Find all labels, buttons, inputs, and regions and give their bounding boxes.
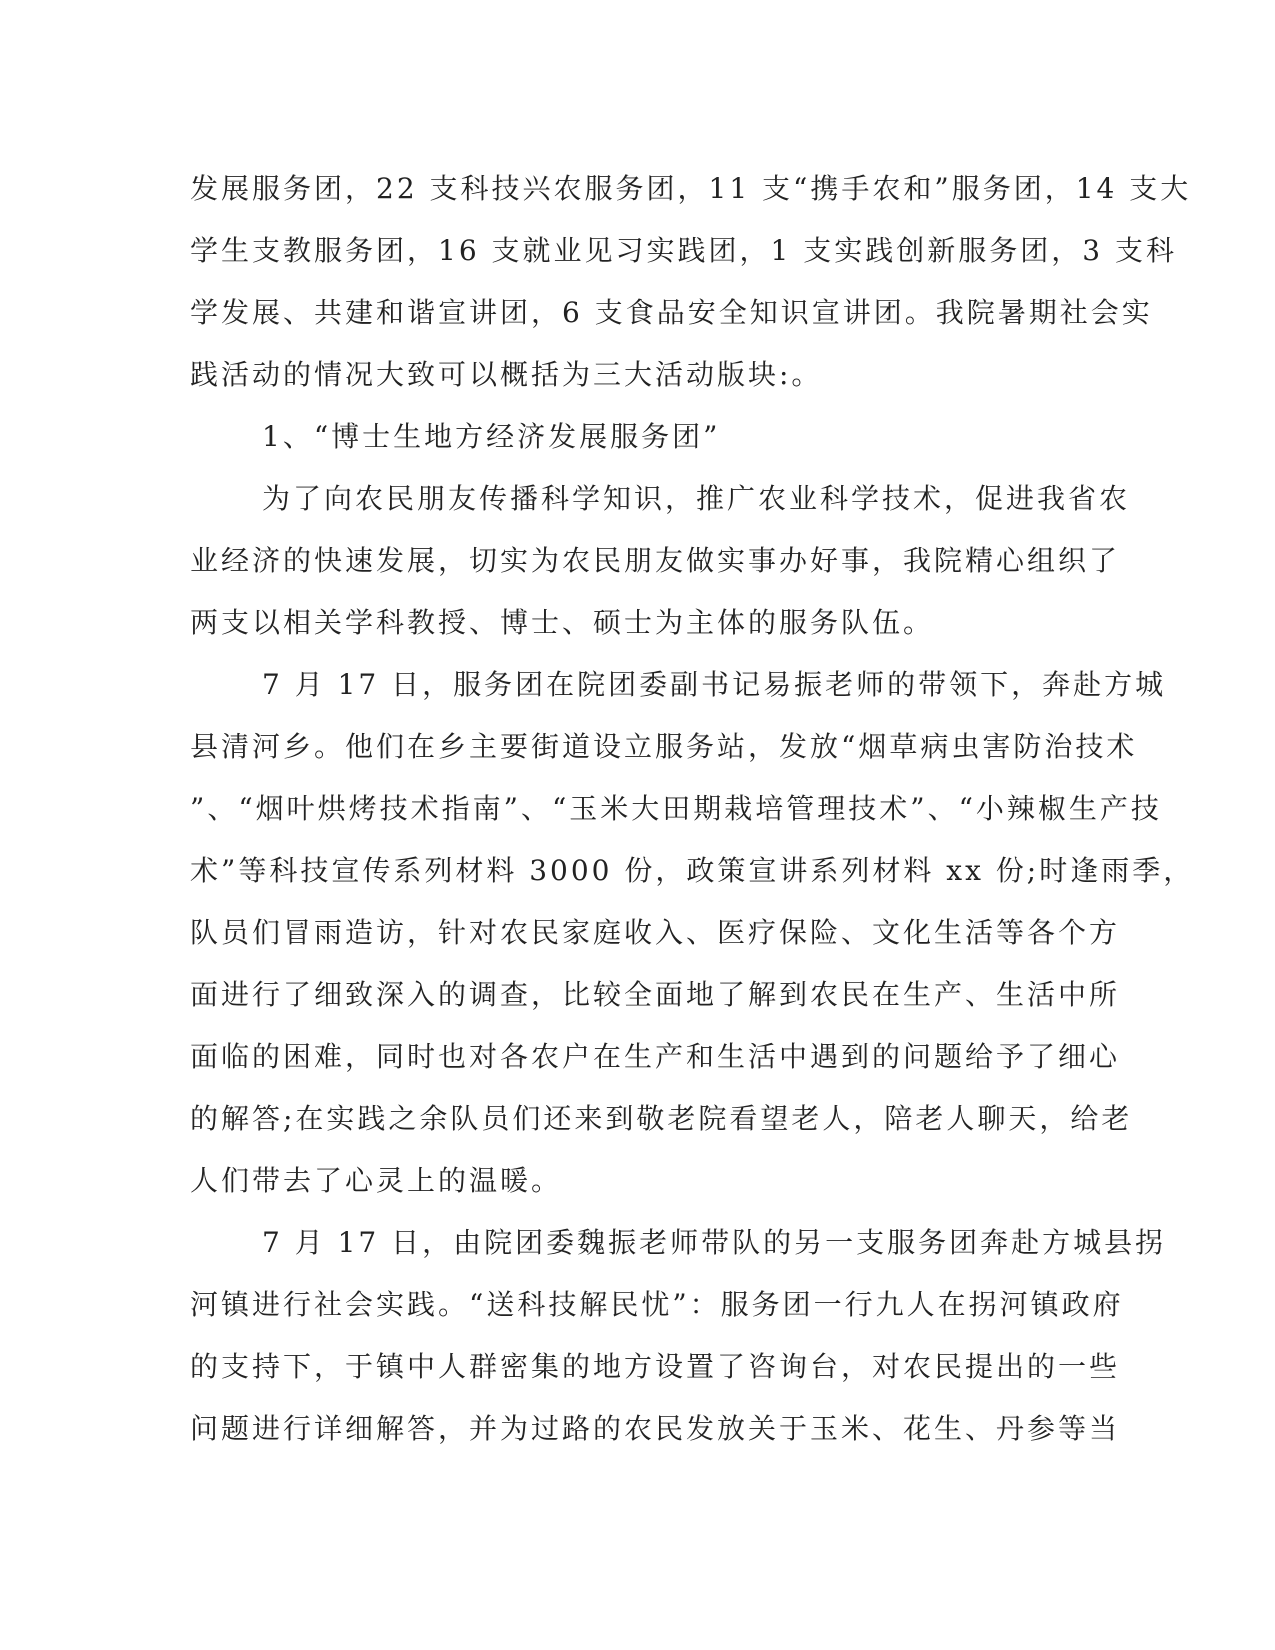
text-line: 学生支教服务团，16 支就业见习实践团，1 支实践创新服务团，3 支科 — [190, 234, 1177, 267]
document-body — [190, 158, 1195, 1460]
text-line: 县清河乡。他们在乡主要街道设立服务站，发放“烟草病虫害防治技术 — [190, 730, 1138, 763]
text-line: ”、“烟叶烘烤技术指南”、“玉米大田期栽培管理技术”、“小辣椒生产技 — [190, 792, 1162, 825]
text-line: 7 月 17 日，服务团在院团委副书记易振老师的带领下，奔赴方城 — [262, 668, 1167, 701]
text-line: 两支以相关学科教授、博士、硕士为主体的服务队伍。 — [190, 606, 935, 639]
text-line: 河镇进行社会实践。“送科技解民忧”：服务团一行九人在拐河镇政府 — [190, 1288, 1124, 1321]
text-line: 践活动的情况大致可以概括为三大活动版块:。 — [190, 358, 823, 391]
text-line: 面临的困难，同时也对各农户在生产和生活中遇到的问题给予了细心 — [190, 1040, 1121, 1073]
section-heading: 1、“博士生地方经济发展服务团” — [262, 420, 721, 453]
text-line: 的解答;在实践之余队员们还来到敬老院看望老人，陪老人聊天，给老 — [190, 1102, 1133, 1135]
text-line: 学发展、共建和谐宣讲团，6 支食品安全知识宣讲团。我院暑期社会实 — [190, 296, 1153, 329]
text-line: 问题进行详细解答，并为过路的农民发放关于玉米、花生、丹参等当 — [190, 1412, 1121, 1445]
text-line: 人们带去了心灵上的温暖。 — [190, 1164, 563, 1197]
text-line: 7 月 17 日，由院团委魏振老师带队的另一支服务团奔赴方城县拐 — [262, 1226, 1167, 1259]
text-line: 队员们冒雨造访，针对农民家庭收入、医疗保险、文化生活等各个方 — [190, 916, 1121, 949]
text-line: 的支持下，于镇中人群密集的地方设置了咨询台，对农民提出的一些 — [190, 1350, 1121, 1383]
text-line: 面进行了细致深入的调查，比较全面地了解到农民在生产、生活中所 — [190, 978, 1121, 1011]
text-line: 术”等科技宣传系列材料 3000 份，政策宣讲系列材料 xx 份;时逢雨季， — [190, 854, 1195, 887]
text-line: 业经济的快速发展，切实为农民朋友做实事办好事，我院精心组织了 — [190, 544, 1121, 577]
text-line: 发展服务团，22 支科技兴农服务团，11 支“携手农和”服务团，14 支大 — [190, 172, 1192, 205]
text-line: 为了向农民朋友传播科学知识，推广农业科学技术，促进我省农 — [262, 482, 1131, 515]
